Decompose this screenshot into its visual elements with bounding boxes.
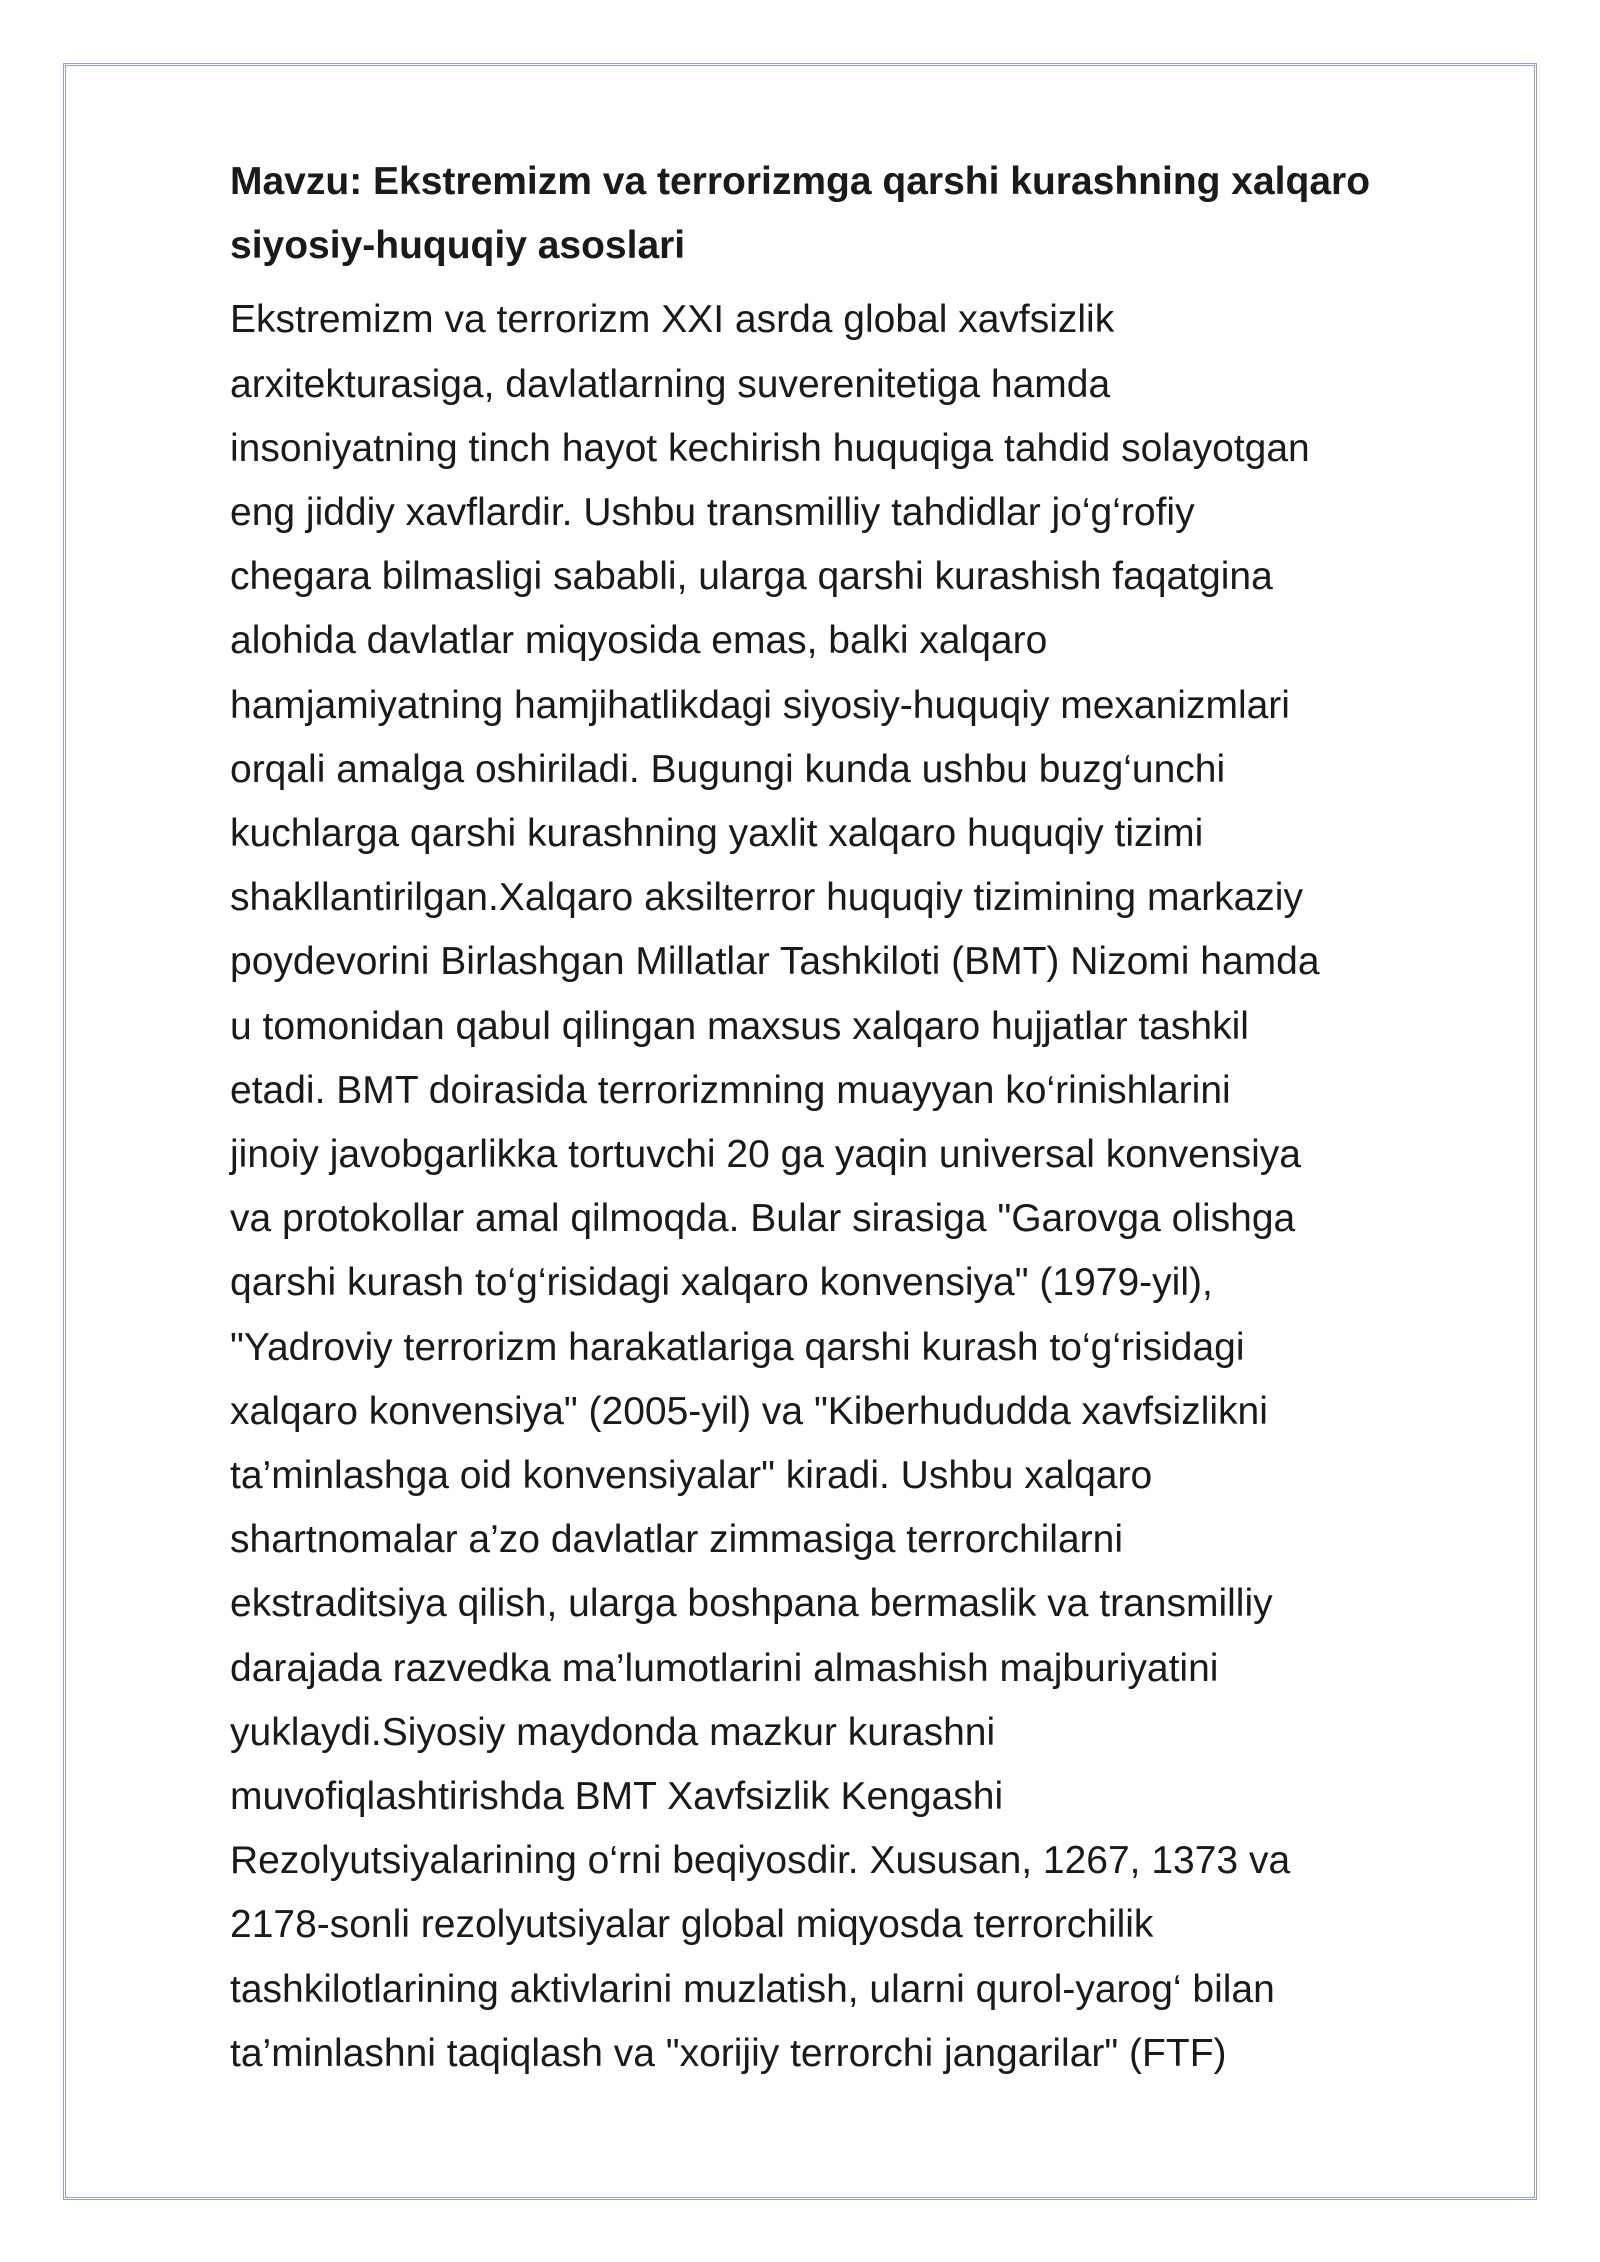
body-line: alohida davlatlar miqyosida emas, balki xalqaro bbox=[230, 619, 1048, 663]
body-line: u tomonidan qabul qilingan maxsus xalqaro hujjatlar tashkil bbox=[230, 1004, 1249, 1048]
body-line: ta’minlashga oid konvensiyalar" kiradi. Ushbu xalqaro bbox=[230, 1454, 1153, 1498]
body-line: "Yadroviy terrorizm harakatlariga qarshi kurash to‘g‘risidagi bbox=[230, 1325, 1245, 1369]
body-line: tashkilotlarining aktivlarini muzlatish, ularni qurol-yarog‘ bilan bbox=[230, 1967, 1275, 2011]
body-line: shartnomalar a’zo davlatlar zimmasiga terrorchilarni bbox=[230, 1518, 1124, 1562]
body-line: yuklaydi.Siyosiy maydonda mazkur kurashni bbox=[230, 1710, 996, 1754]
document-body bbox=[230, 288, 1500, 2086]
document-content bbox=[230, 150, 1500, 2086]
body-line: Ekstremizm va terrorizm XXI asrda global xavfsizlik bbox=[230, 298, 1115, 342]
body-line: arxitekturasiga, davlatlarning suverenitetiga hamda bbox=[230, 362, 1111, 406]
body-line: Rezolyutsiyalarining o‘rni beqiyosdir. Xususan, 1267, 1373 va bbox=[230, 1839, 1291, 1883]
document-title bbox=[230, 150, 1500, 278]
body-line: hamjamiyatning hamjihatlikdagi siyosiy-huquqiy mexanizmlari bbox=[230, 683, 1290, 727]
title-line: Mavzu: Ekstremizm va terrorizmga qarshi kurashning xalqaro bbox=[230, 160, 1371, 203]
body-line: jinoiy javobgarlikka tortuvchi 20 ga yaqin universal konvensiya bbox=[230, 1133, 1301, 1177]
body-line: shakllantirilgan.Xalqaro aksilterror huquqiy tizimining markaziy bbox=[230, 876, 1303, 920]
body-line: kuchlarga qarshi kurashning yaxlit xalqaro huquqiy tizimi bbox=[230, 812, 1204, 856]
body-line: qarshi kurash to‘g‘risidagi xalqaro konvensiya" (1979-yil), bbox=[230, 1261, 1213, 1305]
body-line: ta’minlashni taqiqlash va "xorijiy terrorchi jangarilar" (FTF) bbox=[230, 2031, 1227, 2075]
body-line: muvofiqlashtirishda BMT Xavfsizlik Kengashi bbox=[230, 1775, 1004, 1819]
body-line: etadi. BMT doirasida terrorizmning muayyan ko‘rinishlarini bbox=[230, 1068, 1231, 1112]
body-line: poydevorini Birlashgan Millatlar Tashkiloti (BMT) Nizomi hamda bbox=[230, 940, 1320, 984]
body-line: eng jiddiy xavflardir. Ushbu transmilliy tahdidlar jo‘g‘rofiy bbox=[230, 491, 1195, 535]
body-line: chegara bilmasligi sababli, ularga qarshi kurashish faqatgina bbox=[230, 555, 1273, 599]
body-line: va protokollar amal qilmoqda. Bular sirasiga "Garovga olishga bbox=[230, 1197, 1296, 1241]
body-line: orqali amalga oshiriladi. Bugungi kunda ushbu buzg‘unchi bbox=[230, 747, 1226, 791]
body-line: 2178-sonli rezolyutsiyalar global miqyosda terrorchilik bbox=[230, 1903, 1154, 1947]
body-line: xalqaro konvensiya" (2005-yil) va "Kiberhududda xavfsizlikni bbox=[230, 1389, 1268, 1433]
body-line: darajada razvedka ma’lumotlarini almashish majburiyatini bbox=[230, 1646, 1219, 1690]
body-line: insoniyatning tinch hayot kechirish huquqiga tahdid solayotgan bbox=[230, 426, 1310, 470]
title-line: siyosiy-huquqiy asoslari bbox=[230, 224, 686, 268]
body-line: ekstraditsiya qilish, ularga boshpana bermaslik va transmilliy bbox=[230, 1582, 1273, 1626]
